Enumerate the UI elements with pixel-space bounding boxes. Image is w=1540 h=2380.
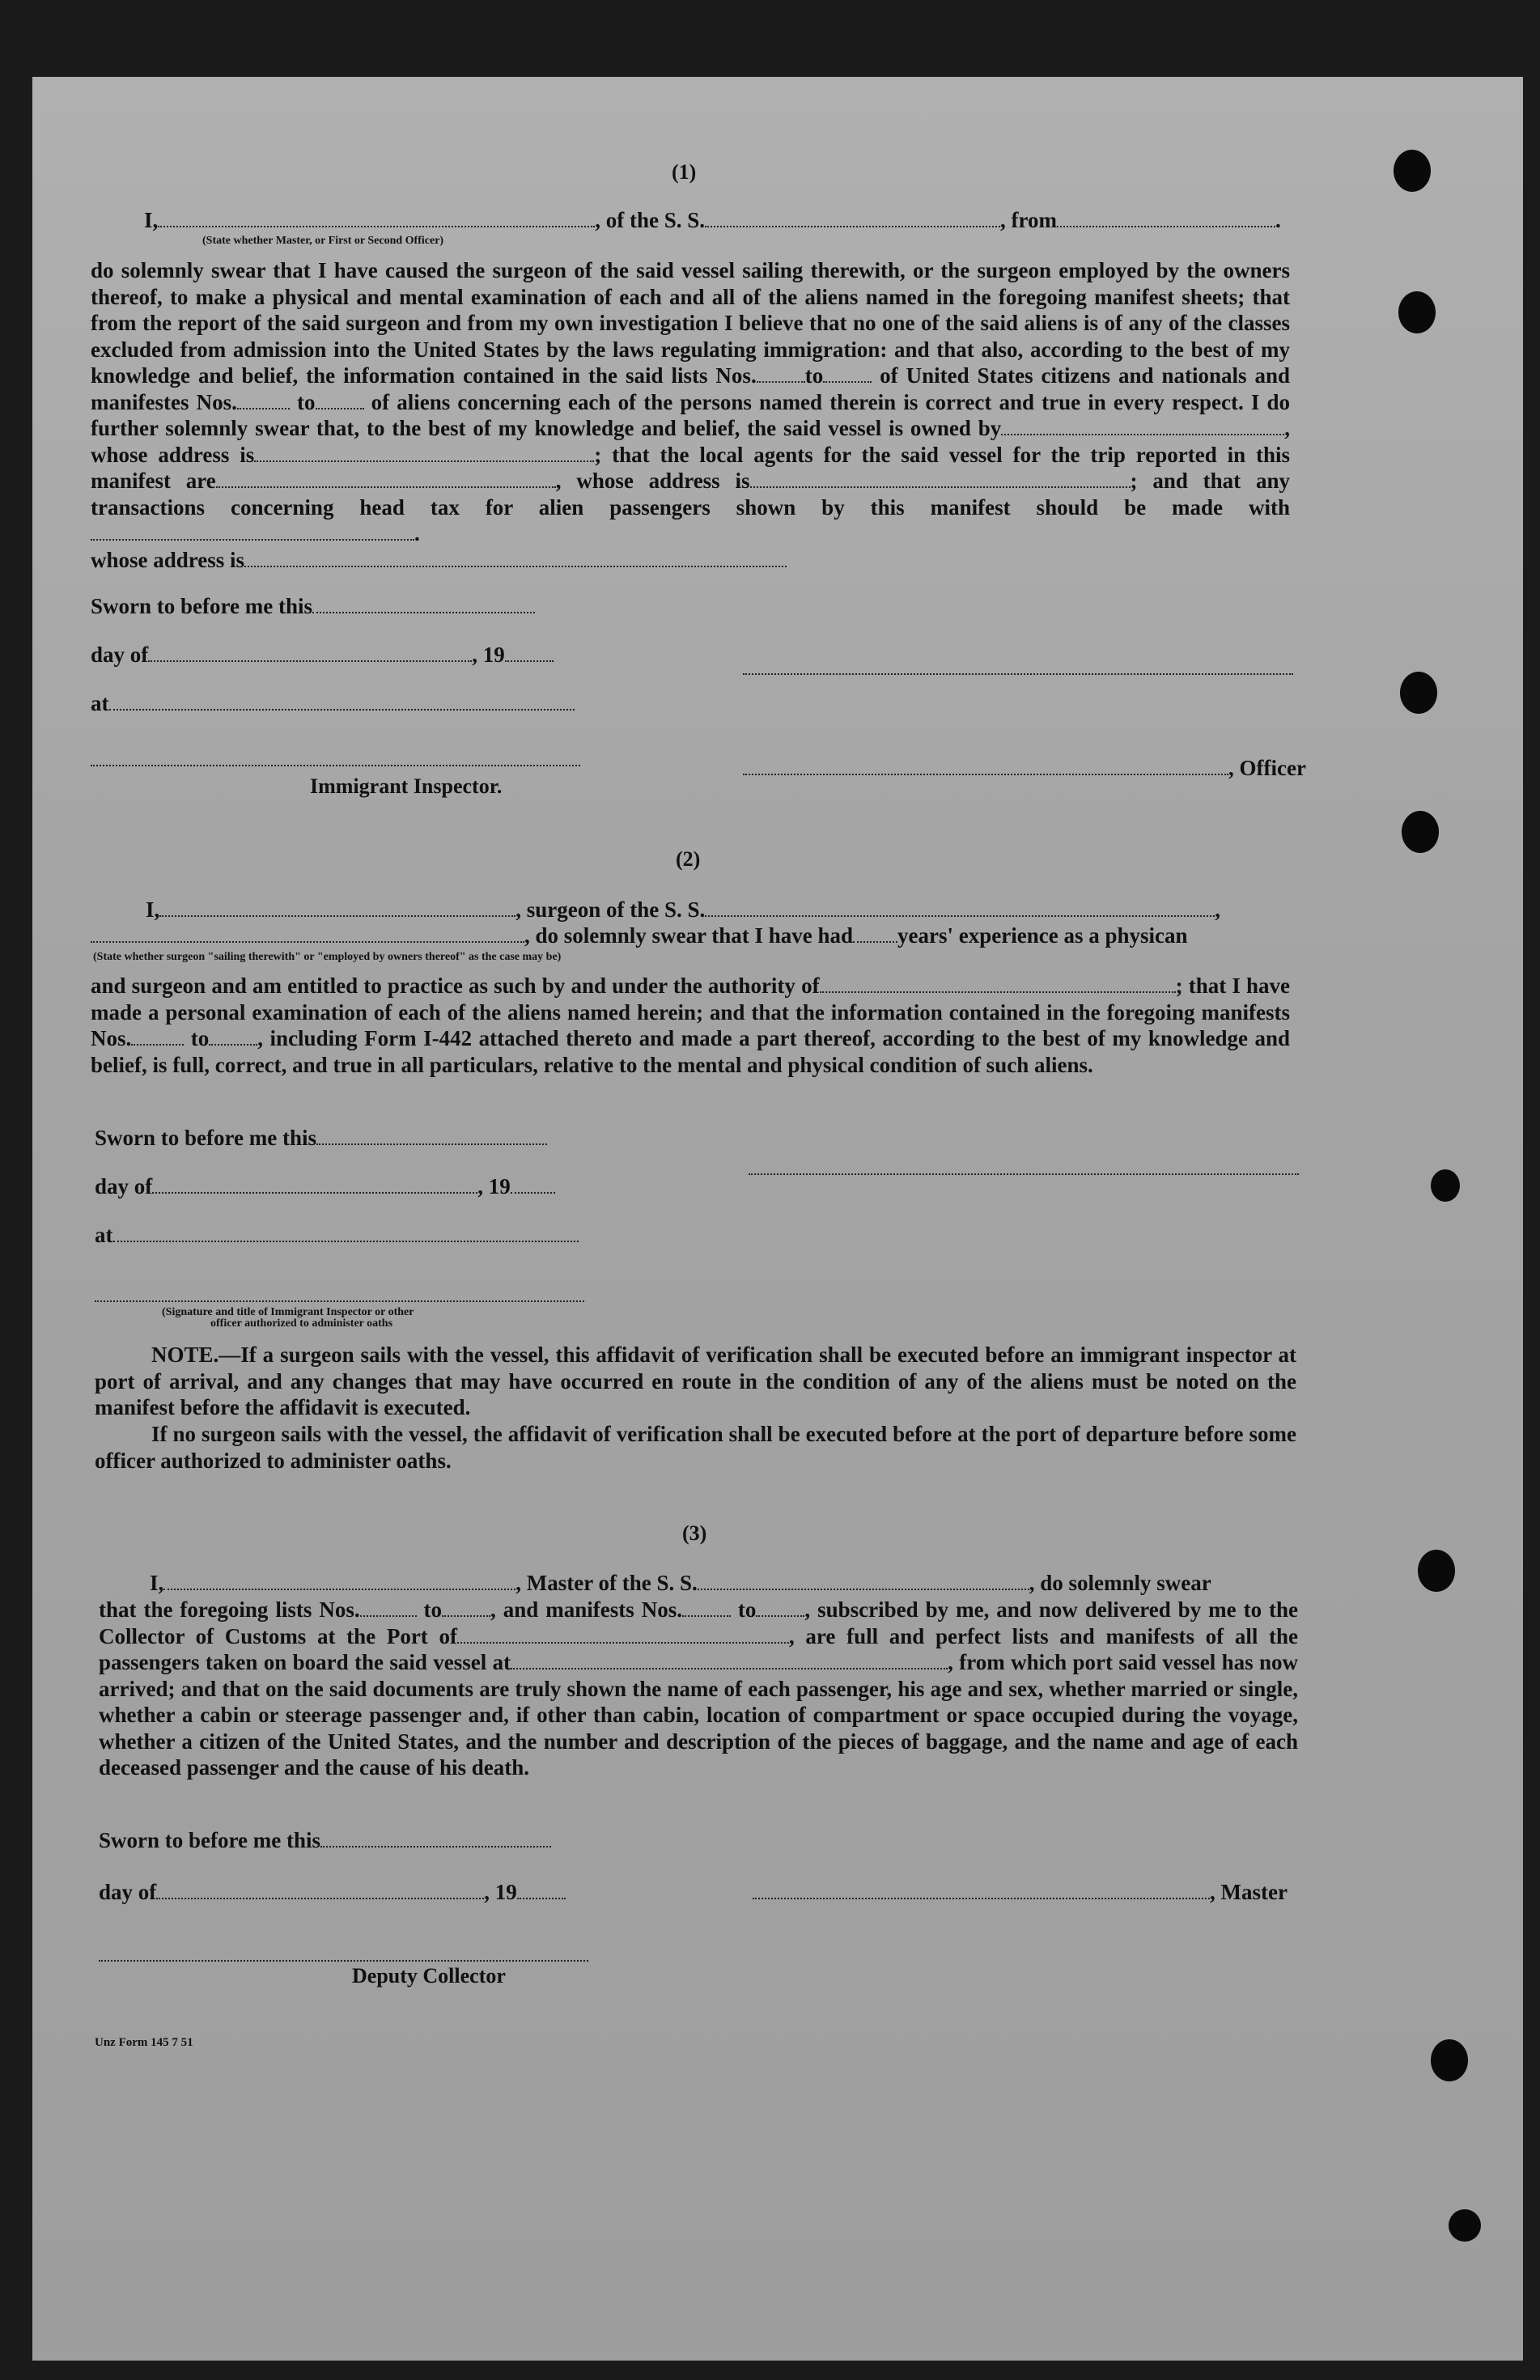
officer-signature-field[interactable] bbox=[743, 757, 1228, 775]
sworn-label: Sworn to before me this bbox=[95, 1126, 316, 1150]
label-of-ss: , of the S. S. bbox=[595, 208, 706, 232]
oath-text: of aliens concerning each of the persons named therein is correct and true in every respect. I do further solemnly swear that, to the best of my knowledge and belief, the said vessel is owned by bbox=[91, 389, 1291, 440]
alien-list-from-field[interactable] bbox=[237, 392, 290, 409]
surgeon-note-paragraph bbox=[95, 1342, 1296, 1421]
note-text: If no surgeon sails with the vessel, the affidavit of verification shall be executed before at the port of departure before some officer authorized to administer oaths. bbox=[95, 1422, 1296, 1473]
semicolon: ; bbox=[1175, 974, 1183, 998]
day-field[interactable] bbox=[148, 644, 472, 662]
punch-hole bbox=[1400, 672, 1437, 714]
administering-officer-signature-line[interactable] bbox=[95, 1299, 584, 1302]
no-surgeon-note-paragraph bbox=[95, 1421, 1296, 1474]
officer-title-note: (State whether Master, or First or Second Officer) bbox=[202, 235, 444, 247]
swear-label: , do solemnly swear bbox=[1029, 1571, 1211, 1595]
label-surgeon-ss: , surgeon of the S. S. bbox=[515, 897, 706, 922]
section-2-first-line bbox=[146, 897, 1220, 923]
section-2-day-line bbox=[95, 1173, 555, 1199]
sworn-field[interactable] bbox=[316, 1127, 547, 1145]
period: . bbox=[1275, 208, 1281, 232]
punch-hole bbox=[1398, 291, 1436, 333]
section-1-first-line bbox=[144, 207, 1281, 233]
years-field[interactable] bbox=[853, 925, 897, 943]
oath-text: , including Form I-442 attached thereto and made a part thereof, according to the best of my knowledge and belief, is full, correct, and true in all particulars, relative to the mental and physical condition of such aliens. bbox=[91, 1026, 1290, 1077]
manifest-from-field[interactable] bbox=[131, 1028, 184, 1046]
punch-hole bbox=[1449, 2209, 1481, 2242]
signature-note-line-1: (Signature and title of Immigrant Inspector or other bbox=[162, 1306, 414, 1318]
punch-hole bbox=[1431, 1169, 1460, 1202]
section-3-oath-paragraph bbox=[99, 1597, 1298, 1781]
oath-text: whose address is bbox=[91, 547, 245, 572]
oath-text: , whose address is bbox=[91, 416, 1290, 467]
sworn-field[interactable] bbox=[312, 596, 535, 613]
oath-text: , from which port said vessel has now arrived; and that on the said documents are truly shown the name of each passenger, his age and sex, whether married or single, whether a cabin or steerage passenger and, if other than cabin, location of compartment or space occupied during the voyage, whether a citizen of the United States, and the number and description of the pieces of baggage, and the name and age of each deceased passenger and the cause of his death. bbox=[99, 1650, 1298, 1780]
lists-to-field[interactable] bbox=[442, 1599, 490, 1617]
at-label: at bbox=[91, 691, 109, 715]
sworn-label: Sworn to before me this bbox=[91, 594, 312, 618]
day-field[interactable] bbox=[152, 1176, 477, 1194]
vessel-name-field[interactable] bbox=[705, 210, 1000, 227]
year-field[interactable] bbox=[511, 1176, 555, 1194]
punch-hole bbox=[1394, 150, 1431, 192]
master-vessel-field[interactable] bbox=[698, 1572, 1029, 1590]
head-tax-contact-field[interactable] bbox=[91, 523, 414, 541]
oath-text: , and manifests Nos. bbox=[490, 1597, 682, 1622]
oath-text: of United States citizens and nationals and manifestes Nos. bbox=[91, 363, 1291, 414]
surgeon-name-field[interactable] bbox=[159, 899, 515, 917]
agents-address-field[interactable] bbox=[750, 470, 1131, 488]
year-prefix: , 19 bbox=[477, 1174, 511, 1198]
experience-text: , do solemnly swear that I have had bbox=[524, 923, 854, 948]
citizen-list-to-field[interactable] bbox=[823, 365, 872, 383]
surgeon-status-note: (State whether surgeon "sailing therewith" or "employed by owners thereof" as the case may be) bbox=[93, 951, 562, 963]
to-label: to bbox=[190, 1026, 210, 1050]
day-of-label: day of bbox=[91, 643, 149, 667]
to-label: to bbox=[297, 389, 316, 414]
to-label: to bbox=[804, 363, 824, 388]
punch-hole bbox=[1418, 1550, 1455, 1592]
section-1-oath-paragraph bbox=[91, 257, 1290, 573]
sworn-label: Sworn to before me this bbox=[99, 1828, 320, 1852]
port-of-embarkation-field[interactable] bbox=[511, 1652, 948, 1669]
immigrant-inspector-caption: Immigrant Inspector. bbox=[310, 774, 503, 798]
officer-signature-line[interactable] bbox=[743, 672, 1293, 675]
note-text: NOTE.—If a surgeon sails with the vessel, this affidavit of verification shall be executed before an immigrant inspector at port of arrival, and any changes that may have occurred en route in the condition of any of the aliens must be noted on the manifest before the affidavit is executed. bbox=[95, 1343, 1296, 1419]
year-prefix: , 19 bbox=[484, 1880, 517, 1904]
manifests-from-field[interactable] bbox=[682, 1599, 731, 1617]
to-label: to bbox=[423, 1597, 443, 1622]
oath-text: ; that the local agents for the said vessel for the trip reported in this manifest are bbox=[91, 442, 1290, 493]
at-place-field[interactable] bbox=[113, 1224, 579, 1242]
surgeon-signature-line[interactable] bbox=[749, 1172, 1299, 1175]
section-2-second-line bbox=[91, 923, 1188, 948]
owner-field[interactable] bbox=[1001, 418, 1284, 435]
year-field[interactable] bbox=[517, 1882, 566, 1899]
section-3-number: (3) bbox=[682, 1521, 707, 1545]
label-i: I, bbox=[150, 1571, 164, 1595]
section-3-sworn-line bbox=[99, 1827, 551, 1853]
comma: , bbox=[1215, 897, 1221, 922]
form-number: Unz Form 145 7 51 bbox=[95, 2036, 193, 2049]
to-label: to bbox=[737, 1597, 757, 1622]
section-2-at-line bbox=[95, 1222, 579, 1248]
oath-text: that the foregoing lists Nos. bbox=[99, 1597, 360, 1622]
period: . bbox=[414, 521, 420, 545]
head-tax-address-field[interactable] bbox=[244, 549, 787, 567]
master-label: , Master bbox=[1210, 1880, 1288, 1904]
day-field[interactable] bbox=[156, 1882, 484, 1899]
section-1-officer-line bbox=[743, 755, 1306, 781]
surgeon-status-field[interactable] bbox=[91, 925, 524, 943]
oath-text: ; and that any transactions concerning head tax for alien passengers shown by this manifest should be made with bbox=[91, 469, 1290, 520]
oath-text: , whose address is bbox=[555, 469, 750, 493]
oath-text: , are full and perfect lists and manifests of all the passengers taken on board the said vessel at bbox=[99, 1623, 1298, 1674]
at-place-field[interactable] bbox=[109, 693, 575, 711]
section-2-number: (2) bbox=[676, 847, 701, 871]
section-2-sworn-line bbox=[95, 1125, 547, 1151]
label-from: , from bbox=[1000, 208, 1058, 232]
section-1-at-line bbox=[91, 690, 575, 716]
day-of-label: day of bbox=[95, 1174, 153, 1198]
local-agents-field[interactable] bbox=[216, 470, 556, 488]
label-master-ss: , Master of the S. S. bbox=[515, 1571, 698, 1595]
experience-text: years' experience as a physican bbox=[897, 923, 1188, 948]
section-1-sworn-line bbox=[91, 593, 535, 619]
port-of-arrival-field[interactable] bbox=[457, 1626, 789, 1644]
section-1-number: (1) bbox=[672, 160, 697, 184]
alien-list-to-field[interactable] bbox=[316, 392, 364, 409]
officer-label: , Officer bbox=[1228, 756, 1306, 780]
sworn-field[interactable] bbox=[320, 1830, 551, 1848]
label-i: I, bbox=[146, 897, 160, 922]
oath-text: do solemnly swear that I have caused the surgeon of the said vessel sailing therewith, or the surgeon employed by the owners thereof, to make a physical and mental examination of each and all of the aliens named in the foregoing manifest sheets; that from the report of the said surgeon and from my own investigation I believe that no one of the said aliens is of any of the classes excluded from admission into the United States by the laws regulating immigration: and that also, according to the best of my knowledge and belief, the information contained in the said lists Nos. bbox=[91, 258, 1290, 388]
year-prefix: , 19 bbox=[472, 643, 505, 667]
master-signature-field[interactable] bbox=[753, 1882, 1210, 1899]
deputy-collector-signature-line[interactable] bbox=[99, 1958, 588, 1962]
oath-text: , subscribed by me, and now delivered by me to the Collector of Customs at the Port of bbox=[99, 1597, 1299, 1648]
year-field[interactable] bbox=[505, 644, 554, 662]
at-label: at bbox=[95, 1223, 113, 1247]
day-of-label: day of bbox=[99, 1880, 157, 1904]
master-name-field[interactable] bbox=[163, 1572, 515, 1590]
lists-from-field[interactable] bbox=[360, 1599, 417, 1617]
punch-hole bbox=[1402, 811, 1439, 853]
signature-note-line-2: officer authorized to administer oaths bbox=[210, 1317, 393, 1330]
officer-name-field[interactable] bbox=[158, 210, 595, 227]
label-i: I, bbox=[144, 208, 159, 232]
section-3-day-line bbox=[99, 1879, 566, 1905]
citizen-list-from-field[interactable] bbox=[757, 365, 805, 383]
manifests-to-field[interactable] bbox=[756, 1599, 804, 1617]
punch-hole bbox=[1431, 2039, 1468, 2081]
oath-text: and surgeon and am entitled to practice as such by and under the authority of bbox=[91, 974, 820, 998]
deputy-collector-caption: Deputy Collector bbox=[352, 1964, 506, 1988]
authority-field[interactable] bbox=[820, 975, 1176, 993]
manifest-to-field[interactable] bbox=[209, 1028, 257, 1046]
inspector-signature-line[interactable] bbox=[91, 763, 580, 766]
surgeon-vessel-field[interactable] bbox=[705, 899, 1215, 917]
section-2-oath-paragraph bbox=[91, 973, 1290, 1078]
section-3-master-line bbox=[753, 1879, 1288, 1905]
from-port-field[interactable] bbox=[1057, 210, 1275, 227]
oath-text: that I have made a personal examination of each of the aliens named herein; and that the information contained in the foregoing manifests Nos. bbox=[91, 974, 1291, 1050]
owner-address-field[interactable] bbox=[254, 444, 594, 462]
section-1-day-line bbox=[91, 642, 554, 668]
section-3-first-line bbox=[150, 1570, 1211, 1596]
